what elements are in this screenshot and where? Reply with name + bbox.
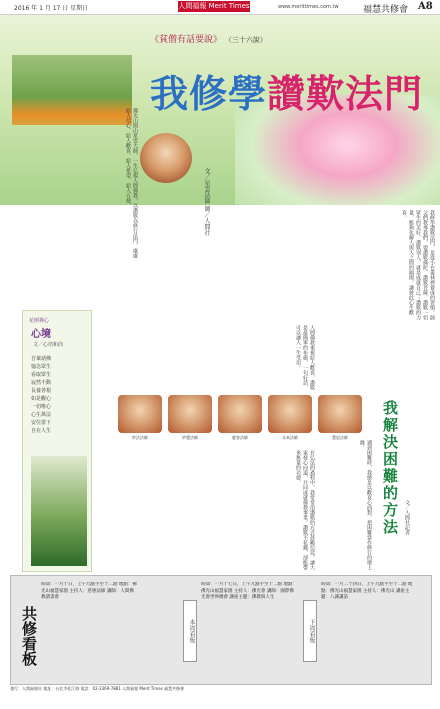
verse-line: 長養善根 bbox=[31, 388, 52, 394]
body-column: 在弘法的過程中，我常常用讚歎的方式鼓勵信徒，讓大家發心向道，共同成就佛教事業。讚歎不花錢，卻能帶來無量的功德。 bbox=[295, 450, 315, 570]
right-article-headline: 我解決困難的方法 bbox=[381, 400, 399, 536]
issue-date: 2016 年 1 月 17 日 星期日 bbox=[14, 5, 89, 12]
schedule-tag: 本周看板 bbox=[183, 600, 197, 662]
section-name: 福慧共修會 bbox=[363, 5, 409, 15]
verse-line: 看取眾生 bbox=[31, 372, 52, 378]
title-part-1: 我修學 bbox=[150, 72, 268, 116]
schedule-block: 時間：一月十日，上午九點半至十二點 地點：佛光山福慧家園 主持人：慈惠法師 講師：人間佛教讀書會 bbox=[41, 582, 137, 600]
schedule-tag: 下周看板 bbox=[303, 600, 317, 662]
monks-photo-row bbox=[118, 395, 368, 450]
monk-caption: 永本法師 bbox=[282, 435, 298, 440]
verse-line: 自在人生 bbox=[31, 428, 52, 434]
episode-number: （三十六說） bbox=[224, 36, 267, 44]
body-column: 我修學讚歎法門，是從小在叢林裡養成的習慣。師父們教導我們，要讚歎佛陀、讚歎菩薩、讚歎一切眾生的美好。讚歎別人，就是成就自己；讚歎的力量，能夠化解人與人之間的隔閡，讓彼此心生歡喜。 bbox=[401, 210, 435, 320]
website-url[interactable]: www.merittimes.com.tw bbox=[278, 4, 339, 10]
monk-photo bbox=[168, 395, 212, 433]
monk-caption: 妙法法師 bbox=[132, 435, 148, 440]
title-part-2: 讚歎法門 bbox=[267, 72, 424, 116]
article-byline: 文／星雲法師 圖／人間社 bbox=[203, 168, 210, 236]
column-label: 花開禪心 bbox=[29, 318, 50, 324]
verse-line: 心生萬法 bbox=[31, 412, 52, 418]
author-portrait bbox=[140, 133, 192, 183]
sidebar-column bbox=[22, 310, 92, 572]
plant-photo bbox=[31, 456, 87, 566]
verse-line: 安住當下 bbox=[31, 420, 52, 426]
schedule-board bbox=[10, 575, 432, 685]
page-header bbox=[0, 0, 440, 15]
newspaper-logo: 人間福報 Merit Times bbox=[178, 2, 250, 10]
footer-note: 發行：人間福報社 地址：台北市松江路 電話：02-2369-7881 人間福報 Merit Times 福慧共修會 bbox=[10, 686, 185, 691]
body-column: 遇到困難時，我總是以歡喜心面對，把困難當作修行的增上緣。 bbox=[359, 440, 372, 570]
page-number: A8 bbox=[418, 1, 433, 12]
article-title bbox=[150, 63, 423, 118]
monk-caption: 妙覺法師 bbox=[182, 435, 198, 440]
schedule-block: 時間：一月二十四日，上午九點半至十二點 地點：佛光山福慧家園 主持人：佛光山 講座主題：八識講話 bbox=[321, 582, 413, 600]
sidebar-verse bbox=[31, 355, 51, 435]
monk-photo bbox=[318, 395, 362, 433]
sidebar-author: 文／心培和尚 bbox=[33, 342, 64, 348]
verse-line: 如是觀心 bbox=[31, 396, 52, 402]
series-title bbox=[150, 32, 267, 45]
verse-line: 寂然不動 bbox=[31, 380, 52, 386]
monk-photo bbox=[268, 395, 312, 433]
verse-line: 憶念眾生 bbox=[31, 364, 52, 370]
sidebar-title: 心境 bbox=[31, 329, 51, 340]
monk-caption: 慈容法師 bbox=[232, 435, 248, 440]
schedule-title: 共修看板 bbox=[20, 606, 38, 666]
monk-photo bbox=[218, 395, 262, 433]
verse-line: 一切唯心 bbox=[31, 404, 52, 410]
series-name: 《貧僧有話要說》 bbox=[150, 35, 223, 45]
schedule-block: 時間：一月十七日，上午九點半至十二點 地點：佛光山福慧家園 主持人：佛光會 講師：國際佛光會世界總會 講座主題：佛教與人生 bbox=[201, 582, 297, 600]
body-column: 佛光山開山星雲大師，一生弘揚人間佛教，以讚歎為修行法門，處處給人信心、給人歡喜、給人希望、給人方便。 bbox=[125, 108, 138, 258]
monk-caption: 慧思法師 bbox=[332, 435, 348, 440]
body-column: 人間佛教重視給人歡喜，讚歎是最簡單的布施，一句好話，可以讓人一生受用。 bbox=[295, 325, 315, 390]
right-article-byline: 文／人間社記者 bbox=[404, 500, 410, 535]
verse-line: 吾輩諸佛 bbox=[31, 356, 52, 362]
monk-photo bbox=[118, 395, 162, 433]
